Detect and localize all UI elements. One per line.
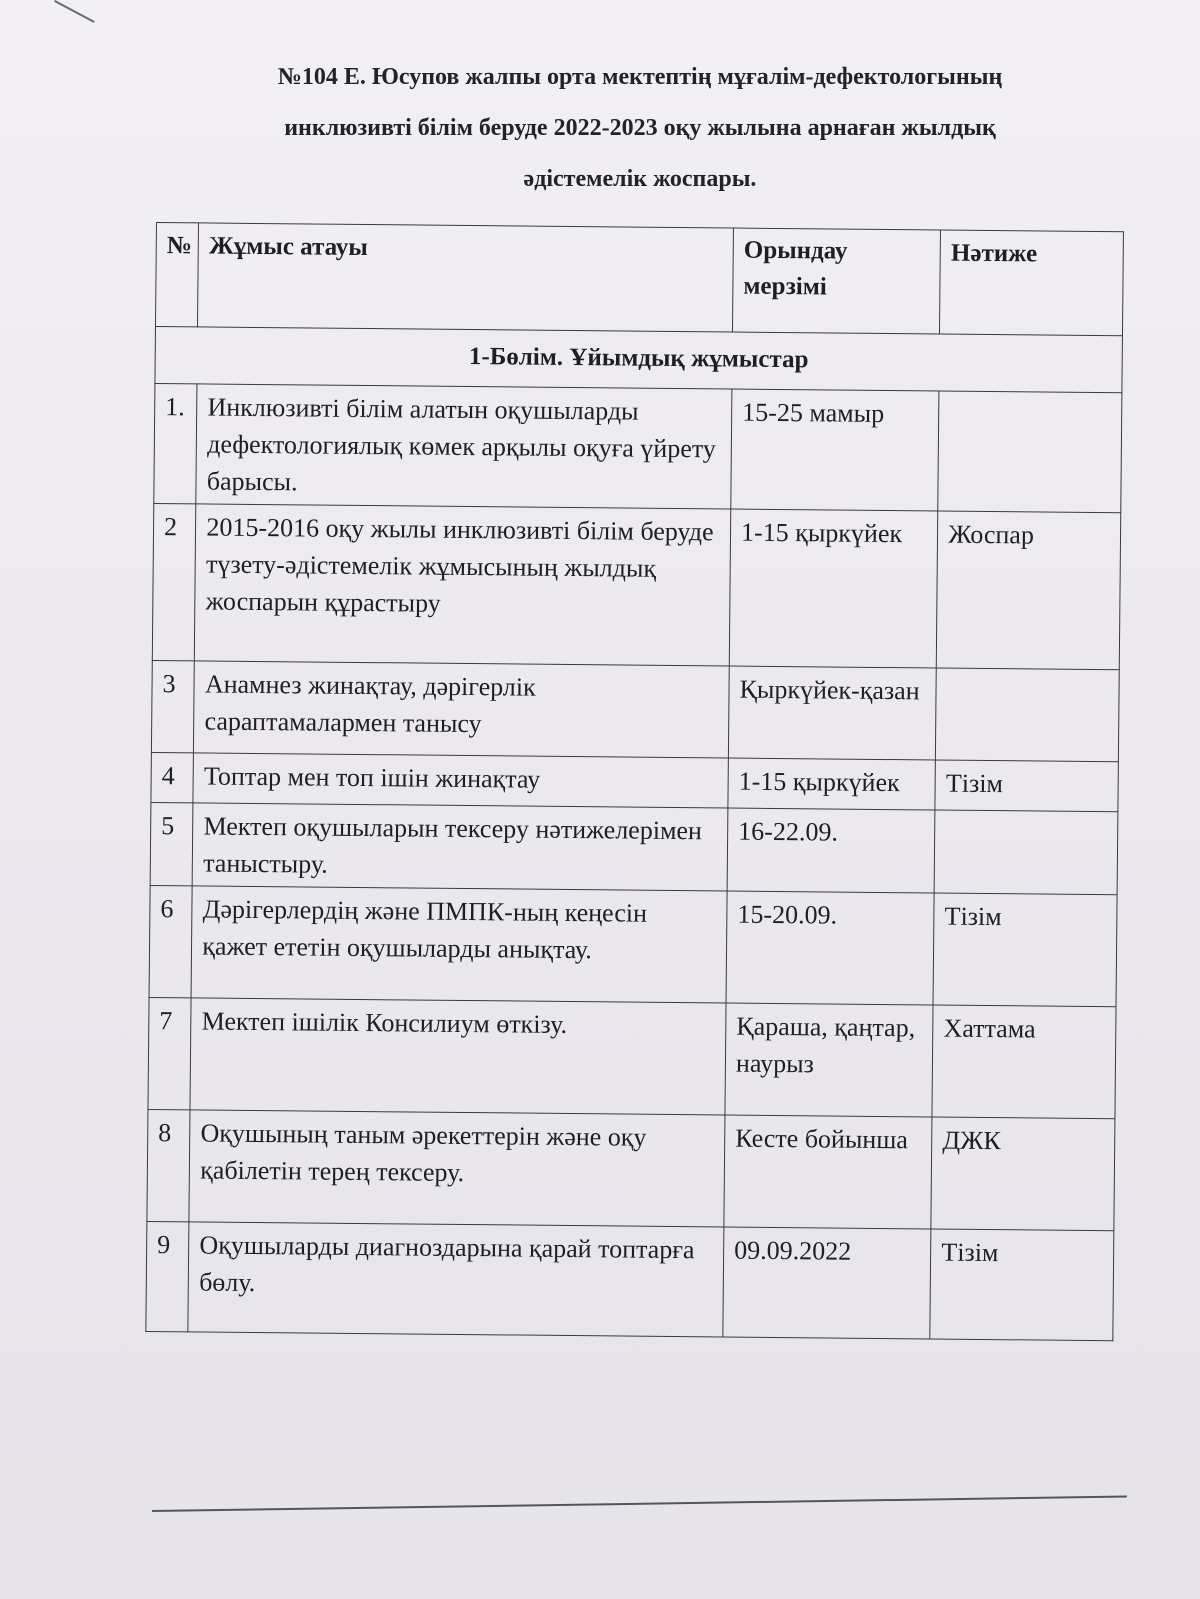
row-deadline: 09.09.2022 — [723, 1227, 931, 1339]
header-deadline: Орындау мерзімі — [733, 228, 941, 334]
document-title — [200, 52, 1080, 205]
section-title: 1-Бөлім. Ұйымдық жұмыстар — [155, 327, 1123, 393]
footer-rule — [152, 1496, 1127, 1512]
row-deadline: 1-15 қыркүйек — [729, 509, 938, 668]
row-work-name: Топтар мен топ ішін жинақтау — [193, 753, 728, 808]
row-number: 9 — [146, 1221, 189, 1331]
corner-pen-mark — [54, 0, 95, 23]
table-row — [150, 802, 1118, 894]
table-row — [154, 383, 1122, 512]
row-deadline: Қараша, қаңтар, наурыз — [725, 1003, 933, 1117]
row-deadline: Кесте бойынша — [724, 1115, 932, 1229]
row-number: 6 — [149, 885, 192, 997]
row-result: Тізім — [935, 760, 1118, 812]
row-number: 5 — [150, 802, 193, 885]
row-result — [934, 810, 1118, 895]
row-number: 3 — [151, 660, 194, 752]
row-work-name: Анамнез жинақтау, дәрігерлік сараптамалармен танысу — [194, 661, 730, 758]
row-work-name: Оқушының таным әрекеттерін және оқу қабілетін терең тексеру. — [189, 1110, 725, 1227]
row-deadline: 15-20.09. — [726, 891, 934, 1005]
table-row — [151, 752, 1118, 811]
row-result — [938, 391, 1122, 513]
row-work-name: Инклюзивті білім алатын оқушыларды дефектологиялық көмек арқылы оқуға үйрету барысы. — [196, 384, 732, 509]
table-row — [149, 885, 1117, 1006]
row-work-name: 2015-2016 оқу жылы инклюзивті білім беруде түзету-әдістемелік жұмысының жылдық жоспарын құрастыру — [195, 504, 731, 666]
row-number: 8 — [147, 1109, 190, 1221]
title-line-3: әдістемелік жоспары. — [523, 166, 757, 192]
row-number: 1. — [154, 383, 197, 503]
row-result: ДЖК — [931, 1117, 1115, 1231]
row-work-name: Мектеп оқушыларын тексеру нәтижелерімен таныстыру. — [192, 803, 728, 891]
title-line-1: №104 Е. Юсупов жалпы орта мектептің мұғалім-дефектологының — [277, 64, 1003, 90]
row-deadline: 16-22.09. — [727, 808, 935, 893]
row-result: Хаттама — [932, 1005, 1116, 1119]
row-result — [936, 668, 1120, 762]
row-number: 2 — [152, 503, 196, 660]
table-row — [152, 503, 1120, 669]
table-row — [146, 1221, 1114, 1340]
row-deadline: 1-15 қыркүйек — [728, 758, 936, 810]
table-row — [148, 997, 1116, 1118]
row-work-name: Мектеп ішілік Консилиум өткізу. — [190, 998, 726, 1115]
header-result: Нәтиже — [940, 230, 1124, 336]
plan-table — [145, 222, 1124, 1341]
row-deadline: Қыркүйек-қазан — [728, 666, 936, 760]
row-result: Тізім — [933, 893, 1117, 1007]
header-work-name: Жұмыс атауы — [198, 223, 734, 332]
table-row — [151, 660, 1119, 761]
title-line-2: инклюзивті білім беруде 2022-2023 оқу жылына арнаған жылдық — [284, 115, 996, 141]
table-row — [147, 1109, 1115, 1230]
row-deadline: 15-25 мамыр — [731, 389, 939, 511]
header-number: № — [155, 223, 198, 327]
row-number: 4 — [151, 752, 194, 802]
section-row — [155, 327, 1123, 393]
row-number: 7 — [148, 997, 191, 1109]
table-header-row — [155, 223, 1123, 336]
row-work-name: Дәрігерлердің және ПМПК-ның кеңесін қажет ететін оқушыларды анықтау. — [191, 886, 727, 1003]
row-work-name: Оқушыларды диагноздарына қарай топтарға бөлу. — [188, 1222, 724, 1337]
row-result: Жоспар — [937, 511, 1121, 670]
row-result: Тізім — [930, 1229, 1114, 1341]
